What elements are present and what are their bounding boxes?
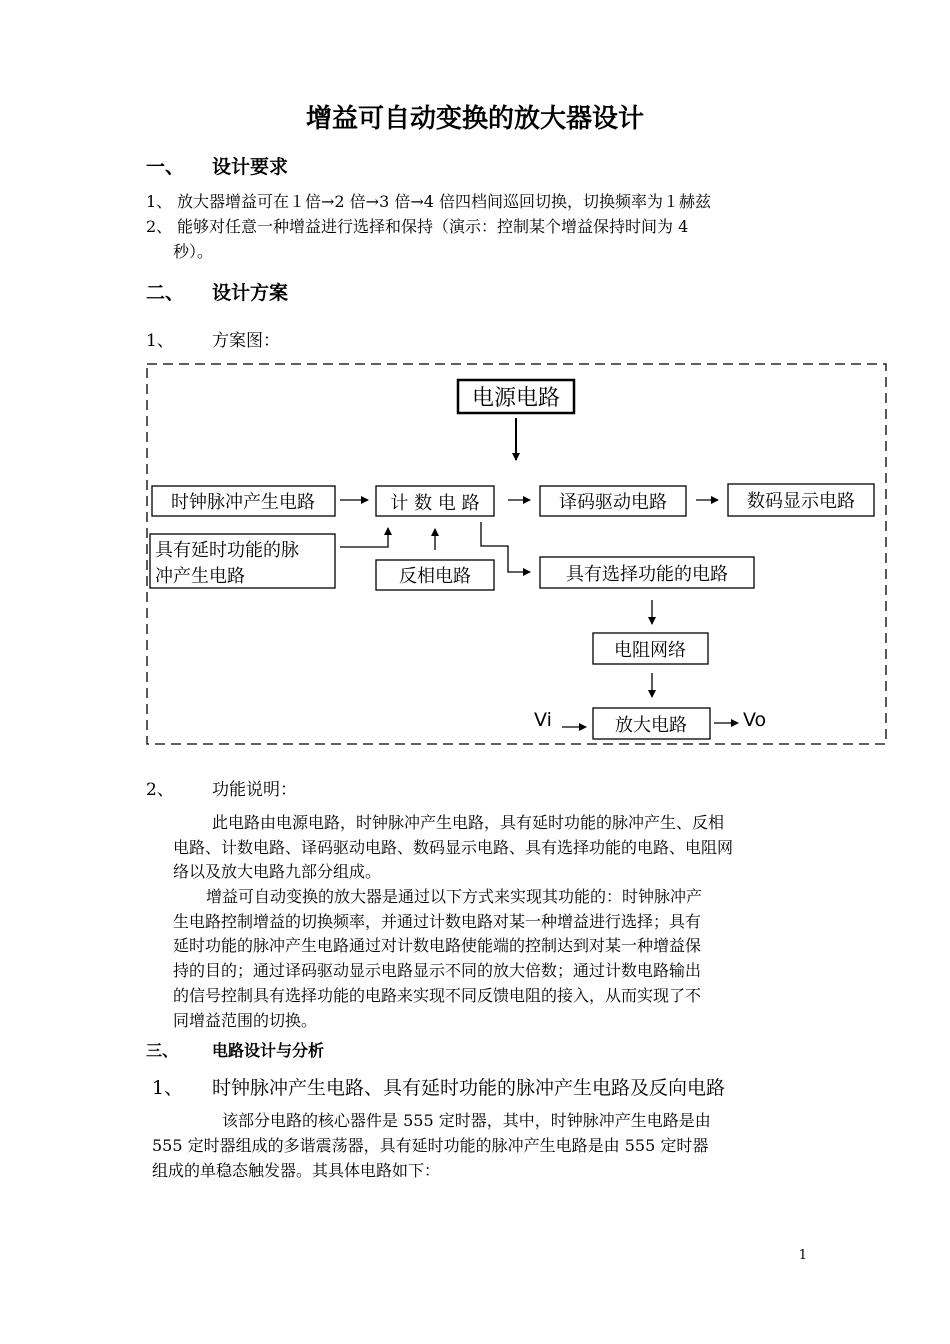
delay-pulse-label-line-1: 具有延时功能的脉 [155, 540, 299, 561]
section-2-heading: 设计方案 [212, 282, 289, 304]
requirement-1-text: 放大器增益可在１倍→2 倍→3 倍→4 倍四档间巡回切换，切换频率为１赫兹 [177, 192, 712, 211]
function-paragraph-2-line-5: 的信号控制具有选择功能的电路来实现不同反馈电阻的接入，从而实现了不 [173, 986, 702, 1005]
analysis-subsection-1-number: 1、 [152, 1077, 184, 1099]
analysis-subsection-1-heading: 时钟脉冲产生电路、具有延时功能的脉冲产生电路及反向电路 [212, 1077, 726, 1099]
power-circuit-label: 电源电路 [471, 386, 561, 411]
display-circuit-label: 数码显示电路 [747, 491, 855, 512]
function-paragraph-2-line-1: 增益可自动变换的放大器是通过以下方式来实现其功能的：时钟脉冲产 [206, 887, 703, 906]
function-paragraph-1-line-1: 此电路由电源电路，时钟脉冲产生电路，具有延时功能的脉冲产生、反相 [212, 813, 725, 832]
counter-to-selector-arrow [481, 522, 530, 572]
section-3-heading: 电路设计与分析 [212, 1041, 325, 1060]
counter-circuit-label: 计 数 电 路 [390, 493, 480, 514]
function-paragraph-2-line-2: 生电路控制增益的切换频率，并通过计数电路对某一种增益进行选择；具有 [173, 912, 702, 931]
analysis-paragraph-line-2: 555 定时器组成的多谐震荡器，具有延时功能的脉冲产生电路是由 555 定时器 [152, 1136, 709, 1155]
resistor-network-label: 电阻网络 [614, 640, 686, 661]
amplifier-circuit-label: 放大电路 [615, 715, 687, 736]
input-voltage-label: Vi [534, 709, 552, 731]
analysis-paragraph-line-1: 该部分电路的核心器件是 555 定时器，其中，时钟脉冲产生电路是由 [222, 1111, 711, 1130]
section-1-number: 一、 [146, 156, 185, 178]
selector-circuit-label: 具有选择功能的电路 [566, 564, 728, 585]
function-paragraph-1-line-2: 电路、计数电路、译码驱动电路、数码显示电路、具有选择功能的电路、电阻网 [173, 838, 734, 857]
analysis-paragraph-line-3: 组成的单稳态触发器。其具体电路如下： [152, 1161, 441, 1180]
clock-circuit-label: 时钟脉冲产生电路 [171, 492, 315, 513]
page-number: 1 [798, 1248, 807, 1263]
section-3-number: 三、 [146, 1041, 179, 1060]
requirement-2-continuation: 秒）。 [173, 242, 214, 261]
requirement-2-number: 2、 [146, 217, 173, 236]
section-1-heading: 设计要求 [212, 156, 289, 178]
delay-pulse-label-line-2: 冲产生电路 [155, 566, 245, 587]
inverter-circuit-label: 反相电路 [399, 566, 471, 587]
plan-item-2-number: 2、 [146, 780, 174, 800]
section-2-number: 二、 [146, 282, 185, 304]
plan-item-1-label: 方案图： [212, 331, 280, 351]
function-paragraph-2-line-3: 延时功能的脉冲产生电路通过对计数电路使能端的控制达到对某一种增益保 [173, 936, 702, 955]
function-paragraph-2-line-6: 同增益范围的切换。 [173, 1011, 318, 1030]
plan-item-1-number: 1、 [146, 331, 174, 351]
page-title: 增益可自动变换的放大器设计 [305, 104, 644, 134]
function-paragraph-1-line-3: 络以及放大电路九部分组成。 [173, 862, 382, 881]
output-voltage-label: Vo [743, 709, 767, 731]
requirement-1-number: 1、 [146, 192, 173, 211]
decoder-circuit-label: 译码驱动电路 [559, 492, 667, 513]
requirement-2-text: 能够对任意一种增益进行选择和保持（演示：控制某个增益保持时间为 4 [177, 217, 689, 236]
plan-item-2-label: 功能说明： [212, 780, 297, 800]
delay-to-counter-arrow [340, 528, 388, 547]
function-paragraph-2-line-4: 持的目的；通过译码驱动显示电路显示不同的放大倍数；通过计数电路输出 [173, 961, 702, 980]
